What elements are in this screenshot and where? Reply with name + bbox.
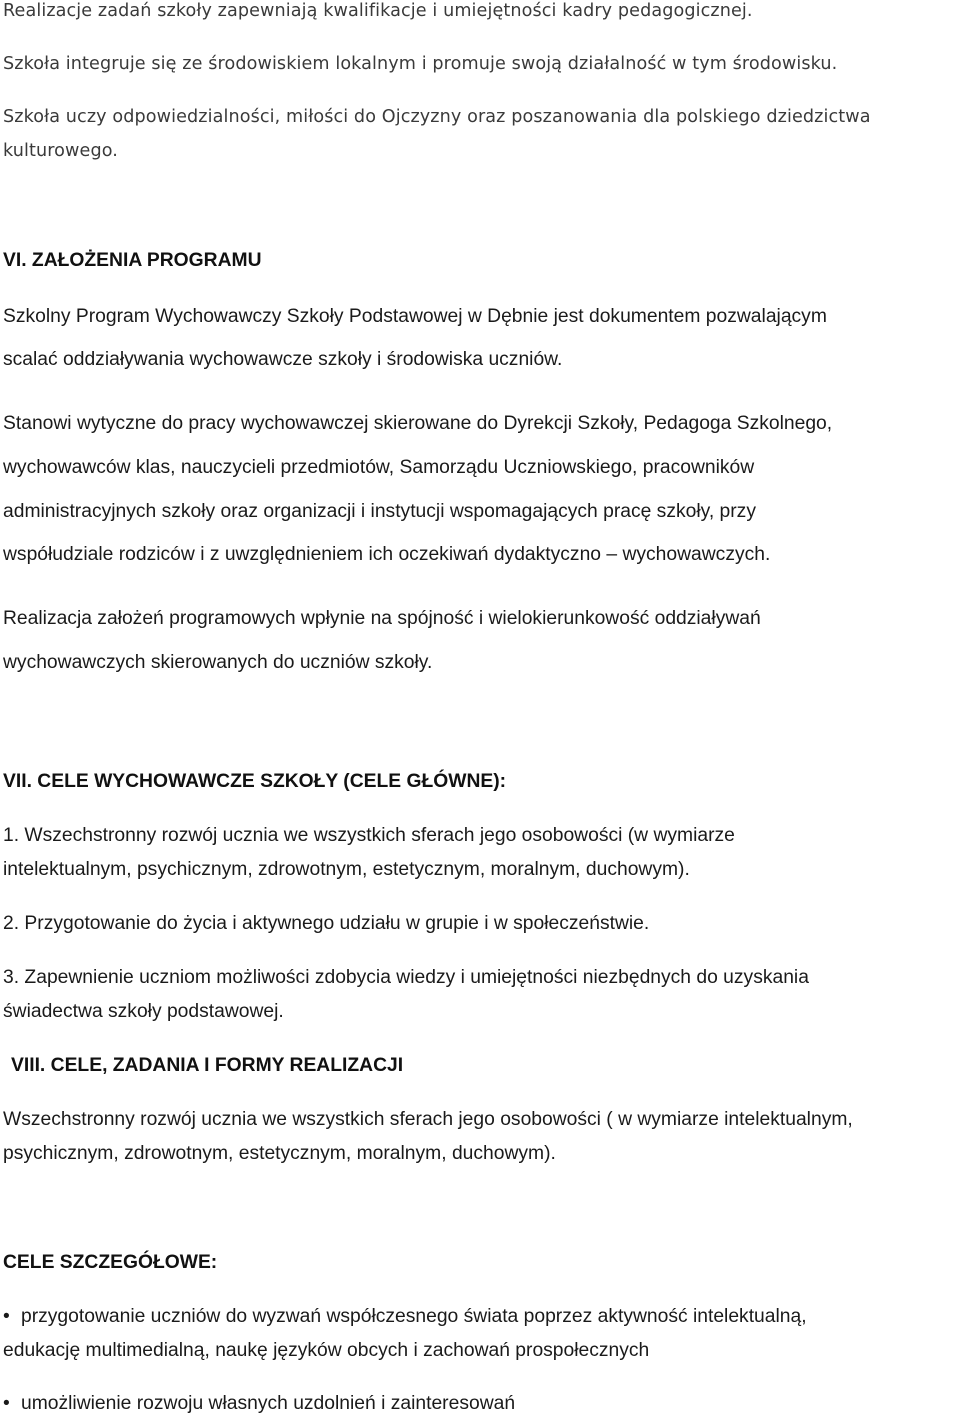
section-8-p1-line-a: Wszechstronny rozwój ucznia we wszystkich sferach jego osobowości ( w wymiarze intelektualnym, <box>3 1109 853 1130</box>
intro-line-2: Szkoła integruje się ze środowiskiem lokalnym i promuje swoją działalność w tym środowisku. <box>3 54 838 74</box>
section-6-heading: VI. ZAŁOŻENIA PROGRAMU <box>3 250 262 271</box>
detailed-item-1-line-b: edukację multimedialną, naukę języków obcych i zachowań prospołecznych <box>3 1340 650 1361</box>
section-8-heading: VIII. CELE, ZADANIA I FORMY REALIZACJI <box>11 1055 404 1076</box>
goal-1-line-a: 1. Wszechstronny rozwój ucznia we wszystkich sferach jego osobowości (w wymiarze <box>3 825 735 846</box>
detailed-item-2 <box>3 1394 515 1413</box>
section-6-p2-line-d: współudziale rodziców i z uwzględnieniem ich oczekiwań dydaktyczno – wychowawczych. <box>3 544 771 565</box>
intro-line-3b: kulturowego. <box>3 141 118 161</box>
section-7-heading: VII. CELE WYCHOWAWCZE SZKOŁY (CELE GŁÓWNE): <box>3 771 507 792</box>
goal-1-line-b: intelektualnym, psychicznym, zdrowotnym, estetycznym, moralnym, duchowym). <box>3 859 690 880</box>
detailed-goals-heading: CELE SZCZEGÓŁOWE: <box>3 1252 218 1273</box>
goal-3-line-b: świadectwa szkoły podstawowej. <box>3 1001 284 1022</box>
section-8-p1-line-b: psychicznym, zdrowotnym, estetycznym, moralnym, duchowym). <box>3 1143 556 1164</box>
detailed-item-2-text: umożliwienie rozwoju własnych uzdolnień i zainteresowań <box>21 1393 516 1414</box>
goal-2: 2. Przygotowanie do życia i aktywnego udziału w grupie i w społeczeństwie. <box>3 913 650 934</box>
section-6-p2-line-b: wychowawców klas, nauczycieli przedmiotów, Samorządu Uczniowskiego, pracowników <box>3 457 755 478</box>
intro-line-3a: Szkoła uczy odpowiedzialności, miłości do Ojczyzny oraz poszanowania dla polskiego dziedzictwa <box>3 107 871 127</box>
section-6-p3-line-a: Realizacja założeń programowych wpłynie na spójność i wielokierunkowość oddziaływań <box>3 608 761 629</box>
section-6-p3-line-b: wychowawczych skierowanych do uczniów szkoły. <box>3 652 433 673</box>
section-6-p2-line-c: administracyjnych szkoły oraz organizacji i instytucji wspomagających pracę szkoły, przy <box>3 501 756 522</box>
section-6-p2-line-a: Stanowi wytyczne do pracy wychowawczej skierowane do Dyrekcji Szkoły, Pedagoga Szkolnego, <box>3 413 833 434</box>
detailed-item-1-line-a <box>3 1307 807 1326</box>
bullet-icon: • <box>3 1306 10 1327</box>
detailed-item-1-text-a: przygotowanie uczniów do wyzwań współczesnego świata poprzez aktywność intelektualną, <box>21 1306 807 1327</box>
section-6-p1-line-a: Szkolny Program Wychowawczy Szkoły Podstawowej w Dębnie jest dokumentem pozwalającym <box>3 306 827 327</box>
bullet-icon: • <box>3 1393 10 1414</box>
section-6-p1-line-b: scalać oddziaływania wychowawcze szkoły i środowiska uczniów. <box>3 349 563 370</box>
intro-line-1: Realizacje zadań szkoły zapewniają kwalifikacje i umiejętności kadry pedagogicznej. <box>3 1 753 21</box>
goal-3-line-a: 3. Zapewnienie uczniom możliwości zdobycia wiedzy i umiejętności niezbędnych do uzyskania <box>3 967 809 988</box>
